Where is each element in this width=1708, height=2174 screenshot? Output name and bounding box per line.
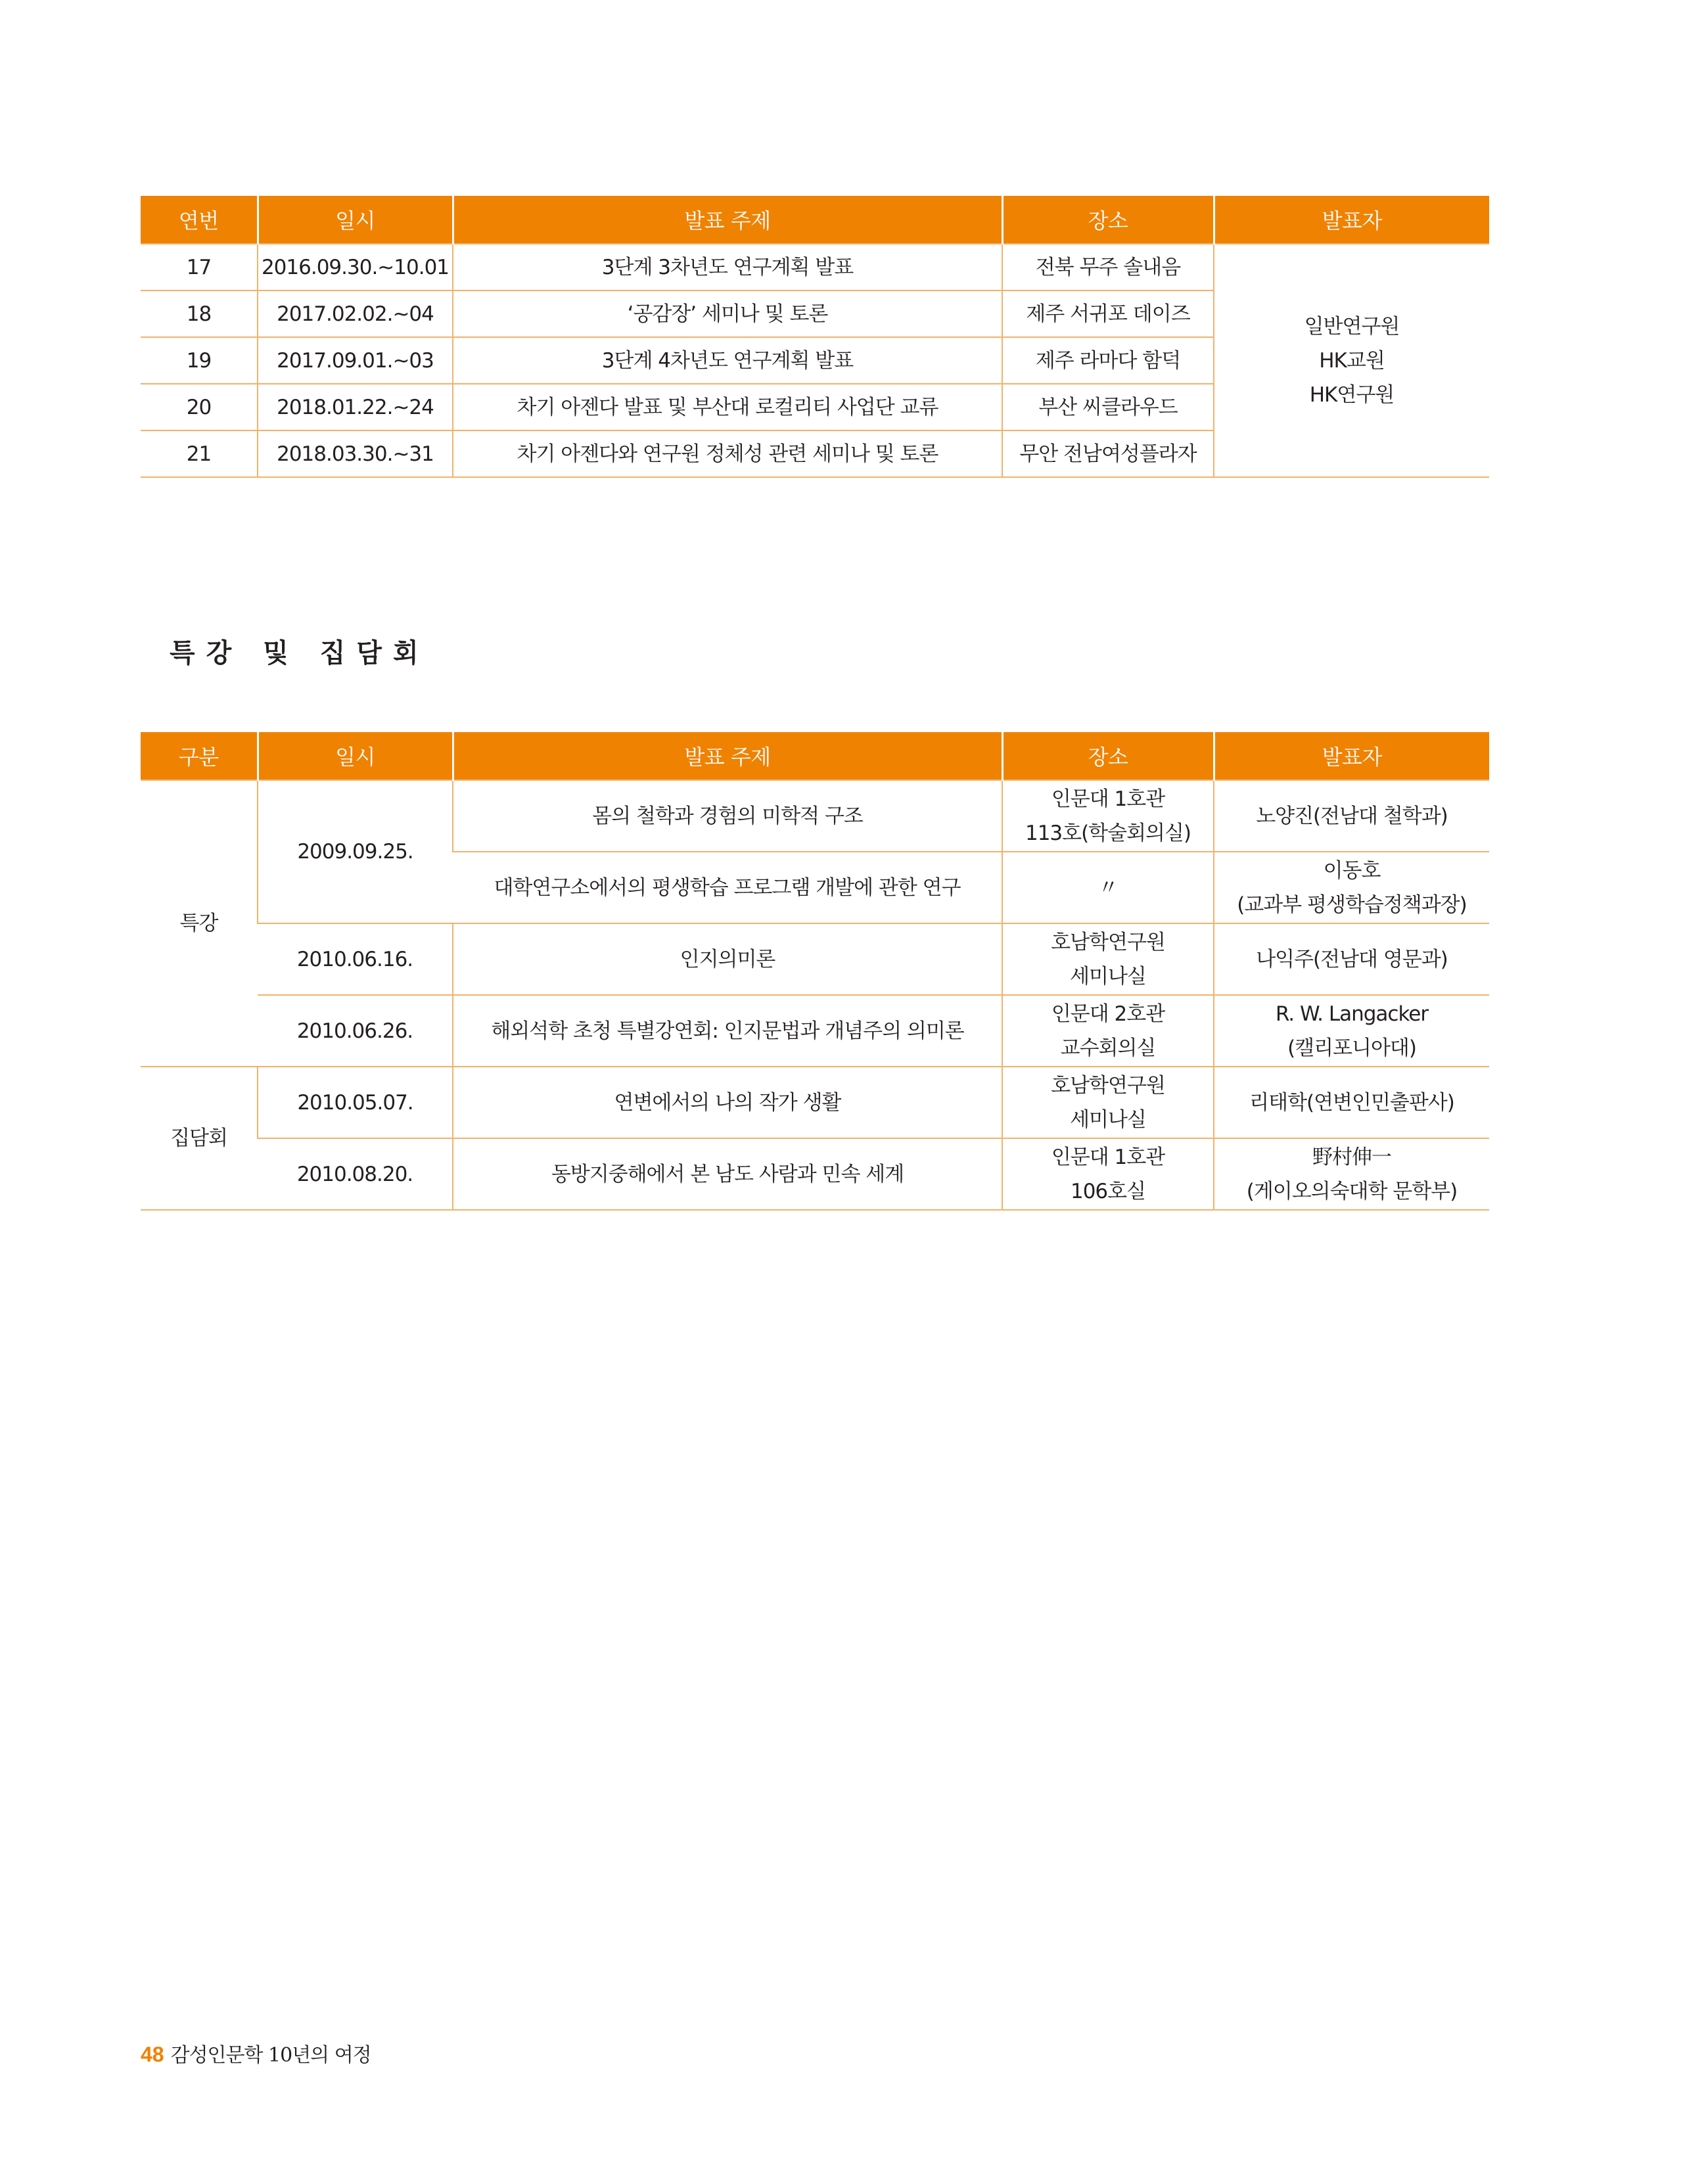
cell-category-special: 특강 xyxy=(141,780,258,1067)
table-header-row xyxy=(141,732,1489,780)
header-presenter: 발표자 xyxy=(1214,196,1489,244)
table-row xyxy=(141,244,1489,290)
cell-topic: 인지의미론 xyxy=(453,923,1002,995)
presenter-line: 일반연구원 xyxy=(1304,314,1400,338)
cell-topic: 3단계 4차년도 연구계획 발표 xyxy=(453,337,1002,384)
cell-number: 21 xyxy=(141,430,258,477)
cell-presenter xyxy=(1214,852,1489,923)
presenter-line: HK교원 xyxy=(1319,348,1385,373)
cell-topic: 3단계 3차년도 연구계획 발표 xyxy=(453,244,1002,290)
cell-date: 2009.09.25. xyxy=(258,780,453,923)
cell-place: 전북 무주 솔내음 xyxy=(1002,244,1214,290)
cell-topic: 몸의 철학과 경험의 미학적 구조 xyxy=(453,780,1002,852)
cell-topic: 대학연구소에서의 평생학습 프로그램 개발에 관한 연구 xyxy=(453,852,1002,923)
cell-date: 2018.03.30.~31 xyxy=(258,430,453,477)
header-number: 연번 xyxy=(141,196,258,244)
cell-place: 제주 서귀포 데이즈 xyxy=(1002,290,1214,337)
header-place: 장소 xyxy=(1002,732,1214,780)
header-date: 일시 xyxy=(258,196,453,244)
seminar-table xyxy=(141,196,1489,478)
table-row xyxy=(141,1138,1489,1210)
presenter-line: 나익주(전남대 영문과) xyxy=(1256,947,1448,971)
cell-date: 2010.05.07. xyxy=(258,1067,453,1138)
table-row xyxy=(141,1067,1489,1138)
presenter-line: R. W. Langacker xyxy=(1275,1002,1429,1026)
cell-number: 19 xyxy=(141,337,258,384)
place-line: 〃 xyxy=(1098,875,1118,900)
cell-topic: 동방지중해에서 본 남도 사람과 민속 세계 xyxy=(453,1138,1002,1210)
cell-presenters xyxy=(1214,244,1489,477)
header-date: 일시 xyxy=(258,732,453,780)
place-line: 인문대 1호관 xyxy=(1051,787,1165,811)
header-topic: 발표 주제 xyxy=(453,732,1002,780)
presenter-line: (교과부 평생학습정책과장) xyxy=(1237,892,1467,917)
cell-category-colloquium: 집담회 xyxy=(141,1067,258,1210)
table-row xyxy=(141,995,1489,1067)
cell-place xyxy=(1002,852,1214,923)
cell-place xyxy=(1002,780,1214,852)
cell-number: 17 xyxy=(141,244,258,290)
presenter-line: HK연구원 xyxy=(1309,382,1395,407)
cell-topic: 차기 아젠다 발표 및 부산대 로컬리티 사업단 교류 xyxy=(453,384,1002,430)
cell-place: 부산 씨클라우드 xyxy=(1002,384,1214,430)
presenter-line: 이동호 xyxy=(1323,858,1381,883)
cell-topic: ‘공감장’ 세미나 및 토론 xyxy=(453,290,1002,337)
cell-presenter xyxy=(1214,995,1489,1067)
cell-place xyxy=(1002,1067,1214,1138)
cell-place: 제주 라마다 함덕 xyxy=(1002,337,1214,384)
table-row xyxy=(141,923,1489,995)
cell-topic: 차기 아젠다와 연구원 정체성 관련 세미나 및 토론 xyxy=(453,430,1002,477)
place-line: 인문대 1호관 xyxy=(1051,1145,1165,1169)
cell-place xyxy=(1002,995,1214,1067)
cell-presenter xyxy=(1214,923,1489,995)
cell-date: 2010.06.26. xyxy=(258,995,453,1067)
cell-presenter xyxy=(1214,1067,1489,1138)
cell-place: 무안 전남여성플라자 xyxy=(1002,430,1214,477)
cell-presenter xyxy=(1214,1138,1489,1210)
place-line: 세미나실 xyxy=(1070,964,1146,988)
presenter-line: 리태학(연변인민출판사) xyxy=(1249,1090,1454,1115)
section-title: 특강 및 집담회 xyxy=(170,638,430,668)
cell-place xyxy=(1002,923,1214,995)
cell-date: 2018.01.22.~24 xyxy=(258,384,453,430)
page-number: 48 xyxy=(141,2043,164,2066)
book-title: 감성인문학 10년의 여정 xyxy=(170,2044,371,2067)
lecture-table xyxy=(141,732,1489,1211)
page-footer xyxy=(141,2039,371,2068)
place-line: 호남학연구원 xyxy=(1051,1073,1165,1098)
table-header-row xyxy=(141,196,1489,244)
cell-date: 2016.09.30.~10.01 xyxy=(258,244,453,290)
cell-date: 2017.09.01.~03 xyxy=(258,337,453,384)
place-line: 106호실 xyxy=(1070,1179,1146,1203)
cell-date: 2010.06.16. xyxy=(258,923,453,995)
presenter-line: 노양진(전남대 철학과) xyxy=(1256,804,1448,828)
place-line: 113호(학술회의실) xyxy=(1025,821,1191,845)
header-topic: 발표 주제 xyxy=(453,196,1002,244)
cell-number: 20 xyxy=(141,384,258,430)
cell-date: 2017.02.02.~04 xyxy=(258,290,453,337)
cell-topic: 해외석학 초청 특별강연회: 인지문법과 개념주의 의미론 xyxy=(453,995,1002,1067)
cell-presenter xyxy=(1214,780,1489,852)
place-line: 교수회의실 xyxy=(1060,1036,1156,1060)
presenter-line: (캘리포니아대) xyxy=(1287,1036,1416,1060)
cell-place xyxy=(1002,1138,1214,1210)
cell-number: 18 xyxy=(141,290,258,337)
presenter-line: 野村伸一 xyxy=(1312,1145,1391,1169)
presenter-line: (게이오의숙대학 문학부) xyxy=(1246,1179,1458,1203)
cell-topic: 연변에서의 나의 작가 생활 xyxy=(453,1067,1002,1138)
place-line: 세미나실 xyxy=(1070,1107,1146,1132)
header-presenter: 발표자 xyxy=(1214,732,1489,780)
place-line: 호남학연구원 xyxy=(1051,930,1165,954)
cell-date: 2010.08.20. xyxy=(258,1138,453,1210)
header-place: 장소 xyxy=(1002,196,1214,244)
table-row xyxy=(141,780,1489,852)
header-category: 구분 xyxy=(141,732,258,780)
place-line: 인문대 2호관 xyxy=(1051,1002,1165,1026)
